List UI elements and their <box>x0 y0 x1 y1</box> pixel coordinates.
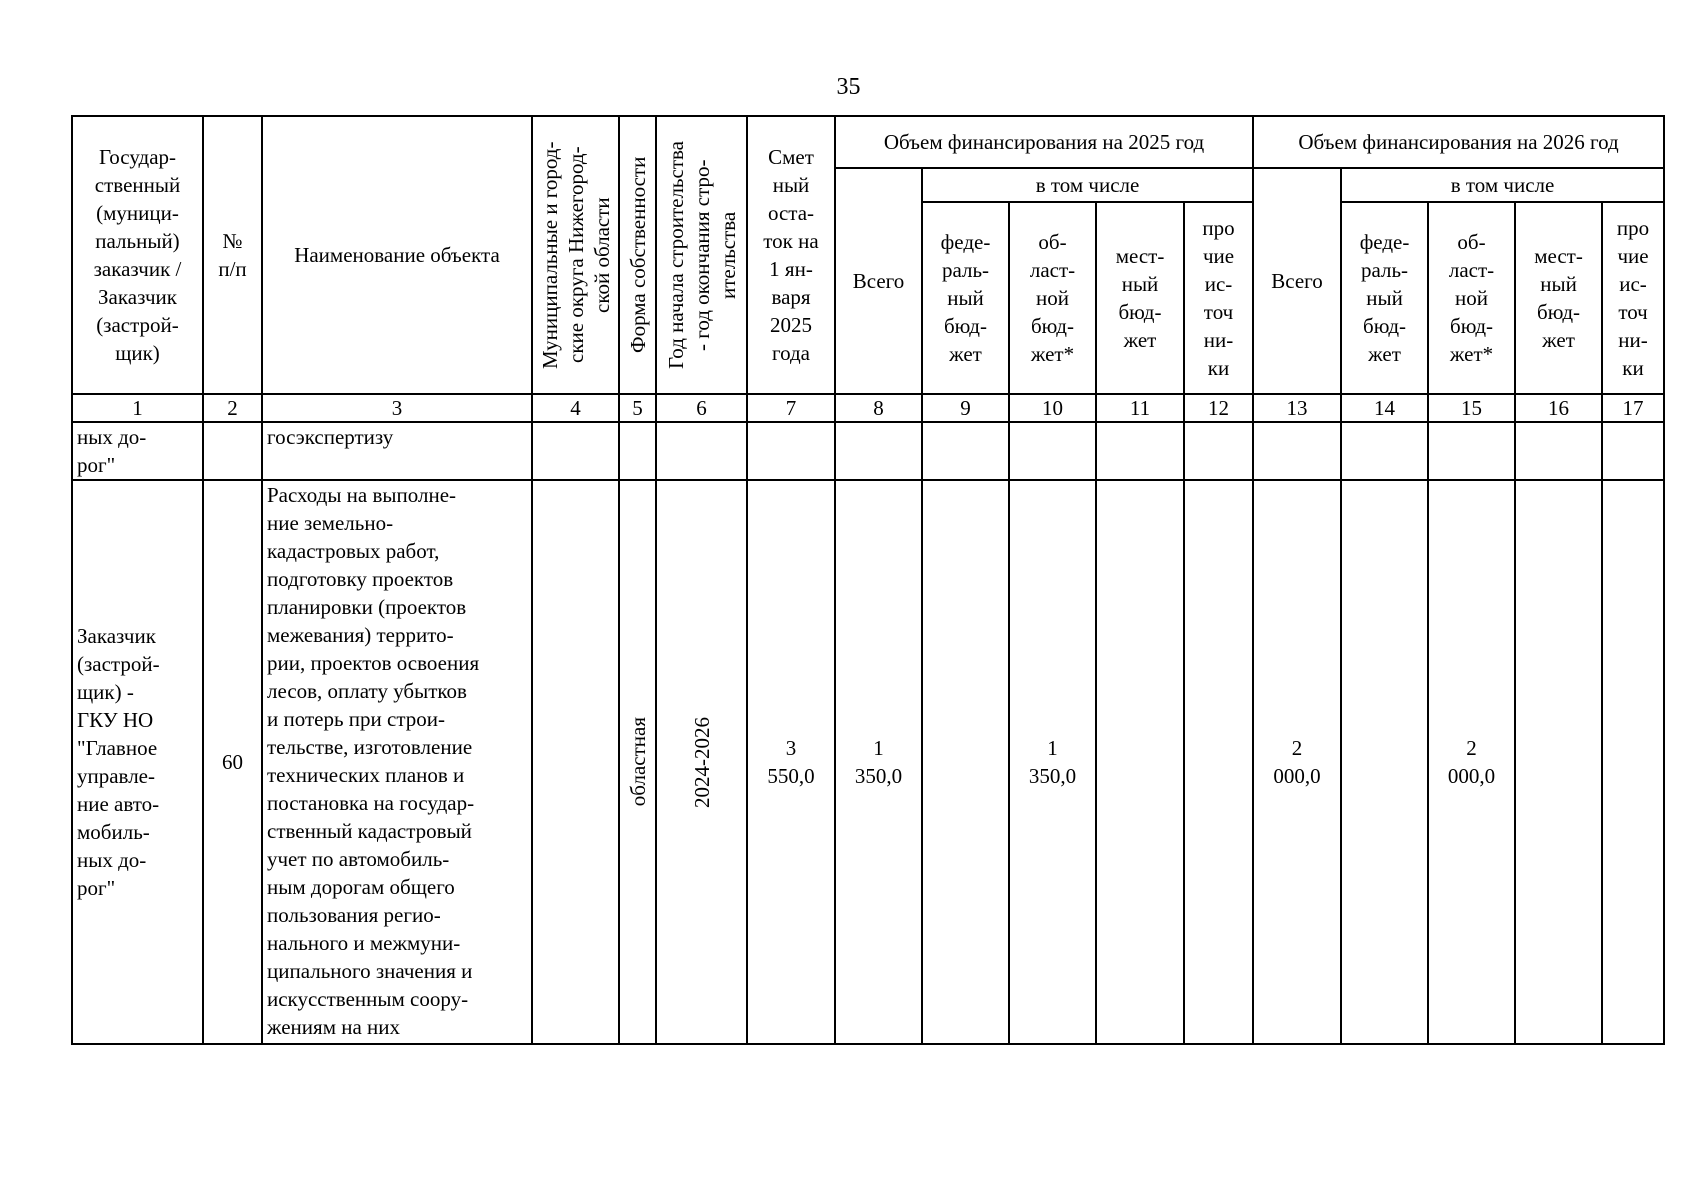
header-other-2025: про чие ис- точ ни- ки <box>1184 202 1253 394</box>
header-object-name: Наименование объекта <box>262 116 532 394</box>
table-row <box>72 480 1664 1044</box>
cell-ownership <box>619 480 656 1044</box>
header-federal-2026: феде- раль- ный бюд- жет <box>1341 202 1428 394</box>
header-regional-2025: об- ласт- ной бюд- жет* <box>1009 202 1096 394</box>
cell-ownership-text: областная <box>625 717 650 807</box>
column-number: 4 <box>532 394 619 422</box>
cell-local-2026 <box>1515 480 1602 1044</box>
cell-regional-2025: 1 350,0 <box>1009 480 1096 1044</box>
header-municipal-text: Муниципальные и город- ские округа Нижегород- ской области <box>537 141 614 369</box>
cell-number: 60 <box>203 480 262 1044</box>
cell-total-2025: 1 350,0 <box>835 480 922 1044</box>
cell-object-name: госэкспертизу <box>262 422 532 480</box>
cell-years <box>656 480 747 1044</box>
header-local-2026: мест- ный бюд- жет <box>1515 202 1602 394</box>
header-including-2026: в том числе <box>1341 168 1664 202</box>
cell-other-2026 <box>1602 422 1664 480</box>
header-years <box>656 116 747 394</box>
page-number: 35 <box>836 74 861 100</box>
cell-local-2025 <box>1096 480 1184 1044</box>
cell-local-2026 <box>1515 422 1602 480</box>
column-number: 15 <box>1428 394 1515 422</box>
header-ownership <box>619 116 656 394</box>
column-number: 10 <box>1009 394 1096 422</box>
column-number: 1 <box>72 394 203 422</box>
cell-municipal <box>532 480 619 1044</box>
header-row-1 <box>72 116 1664 168</box>
cell-total-2025 <box>835 422 922 480</box>
cell-customer: Заказчик (застрой- щик) - ГКУ НО "Главное управле- ние авто- мобиль- ных до- рог" <box>72 480 203 1044</box>
column-number: 5 <box>619 394 656 422</box>
column-number: 13 <box>1253 394 1341 422</box>
cell-regional-2026: 2 000,0 <box>1428 480 1515 1044</box>
header-including-2025: в том числе <box>922 168 1253 202</box>
header-balance: Смет ный оста- ток на 1 ян- варя 2025 года <box>747 116 835 394</box>
cell-customer: ных до- рог" <box>72 422 203 480</box>
cell-federal-2026 <box>1341 422 1428 480</box>
header-years-text: Год начала строительства - год окончания стро- ительства <box>663 141 740 369</box>
cell-other-2025 <box>1184 422 1253 480</box>
header-regional-2026: об- ласт- ной бюд- жет* <box>1428 202 1515 394</box>
header-fin-2025: Объем финансирования на 2025 год <box>835 116 1253 168</box>
header-customer: Государ- ственный (муници- пальный) заказчик / Заказчик (застрой- щик) <box>72 116 203 394</box>
column-number: 9 <box>922 394 1009 422</box>
cell-regional-2026 <box>1428 422 1515 480</box>
column-number: 3 <box>262 394 532 422</box>
cell-other-2026 <box>1602 480 1664 1044</box>
column-number: 14 <box>1341 394 1428 422</box>
cell-total-2026: 2 000,0 <box>1253 480 1341 1044</box>
header-ownership-text: Форма собственности <box>625 156 650 354</box>
cell-federal-2026 <box>1341 480 1428 1044</box>
header-other-2026: про чие ис- точ ни- ки <box>1602 202 1664 394</box>
column-number-row <box>72 394 1664 422</box>
header-federal-2025: феде- раль- ный бюд- жет <box>922 202 1009 394</box>
cell-number <box>203 422 262 480</box>
cell-ownership <box>619 422 656 480</box>
column-number: 12 <box>1184 394 1253 422</box>
column-number: 2 <box>203 394 262 422</box>
cell-municipal <box>532 422 619 480</box>
cell-balance: 3 550,0 <box>747 480 835 1044</box>
table-row <box>72 422 1664 480</box>
cell-years <box>656 422 747 480</box>
column-number: 6 <box>656 394 747 422</box>
cell-local-2025 <box>1096 422 1184 480</box>
financing-table <box>71 115 1665 1045</box>
cell-years-text: 2024-2026 <box>689 716 714 808</box>
column-number: 7 <box>747 394 835 422</box>
cell-federal-2025 <box>922 480 1009 1044</box>
header-total-2025: Всего <box>835 168 922 394</box>
cell-other-2025 <box>1184 480 1253 1044</box>
cell-object-name: Расходы на выполне- ние земельно- кадастровых работ, подготовку проектов планировки (проектов межевания) террито- рии, проектов освоения лесов, оплату убытков и потерь при строи- тельстве, изготовление технических планов и постановка на государ- ственный кадастровый учет по автомобиль- ным дорогам общего пользования регио- нального и межмуни- ципального значения и искусственным соору- жениям на них <box>262 480 532 1044</box>
header-fin-2026: Объем финансирования на 2026 год <box>1253 116 1664 168</box>
cell-federal-2025 <box>922 422 1009 480</box>
column-number: 17 <box>1602 394 1664 422</box>
column-number: 8 <box>835 394 922 422</box>
column-number: 16 <box>1515 394 1602 422</box>
header-municipal <box>532 116 619 394</box>
header-number: № п/п <box>203 116 262 394</box>
header-local-2025: мест- ный бюд- жет <box>1096 202 1184 394</box>
column-number: 11 <box>1096 394 1184 422</box>
header-total-2026: Всего <box>1253 168 1341 394</box>
cell-balance <box>747 422 835 480</box>
cell-regional-2025 <box>1009 422 1096 480</box>
cell-total-2026 <box>1253 422 1341 480</box>
